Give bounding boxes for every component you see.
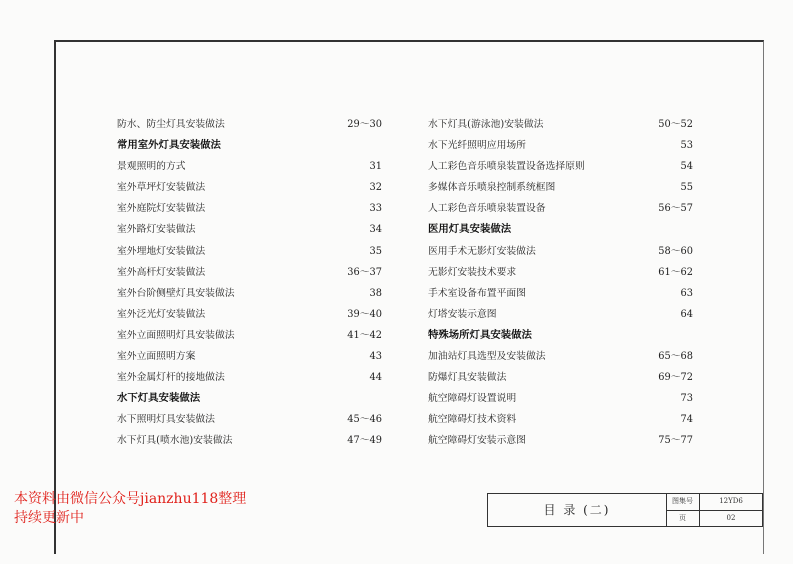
toc-entry-pages: 61～62: [658, 266, 693, 278]
toc-entry-title: 室外立面照明方案: [117, 351, 196, 363]
toc-entry-pages: 32: [369, 182, 382, 194]
toc-entry-title: 水下灯具(喷水池)安装做法: [117, 435, 233, 447]
toc-entry: [117, 241, 382, 262]
toc-heading-title: 医用灯具安装做法: [428, 223, 512, 236]
toc-entry-title: 人工彩色音乐喷泉装置设备: [428, 203, 546, 215]
toc-entry-title: 水下照明灯具安装做法: [117, 414, 215, 426]
toc-entry-pages: 38: [369, 287, 382, 299]
toc-entry: [428, 388, 693, 409]
toc-entry-title: 景观照明的方式: [117, 161, 186, 173]
toc-entry: [428, 283, 693, 304]
toc-entry: [428, 135, 693, 156]
toc-entry-pages: 53: [680, 140, 693, 152]
toc-entry-title: 水下灯具(游泳池)安装做法: [428, 119, 544, 130]
atlas-number-value: 12YD6: [700, 494, 762, 511]
toc-entry-pages: 75～77: [658, 435, 693, 447]
toc-entry-title: 室外台阶侧壁灯具安装做法: [117, 287, 235, 299]
toc-entry-title: 室外高杆灯安装做法: [117, 266, 206, 278]
toc-entry: [428, 156, 693, 177]
toc-entry-title: 防水、防尘灯具安装做法: [117, 119, 225, 130]
toc-entry-pages: 44: [369, 372, 382, 384]
toc-entry-pages: 39～40: [347, 308, 382, 320]
toc-entry: [117, 177, 382, 198]
toc-entry: [117, 430, 382, 451]
toc-section-heading: [428, 219, 693, 240]
page-label: 页: [666, 511, 700, 526]
toc-entry: [117, 156, 382, 177]
toc-entry: [428, 409, 693, 430]
toc-entry-pages: 41～42: [347, 329, 382, 341]
watermark-line-2: 持续更新中: [14, 510, 84, 526]
toc-entry-title: 室外泛光灯安装做法: [117, 308, 206, 320]
toc-entry: [428, 177, 693, 198]
toc-entry: [428, 198, 693, 219]
toc-entry: [428, 241, 693, 262]
toc-entry-pages: 35: [369, 245, 382, 257]
toc-right-column: [428, 114, 693, 452]
toc-entry-pages: 64: [680, 308, 693, 320]
toc-entry: [117, 198, 382, 219]
toc-entry-pages: 63: [680, 287, 693, 299]
toc-entry: [117, 304, 382, 325]
toc-entry: [428, 262, 693, 283]
toc-entry-title: 航空障碍灯技术资料: [428, 414, 517, 426]
watermark-text: [14, 490, 246, 528]
toc-entry-pages: 34: [369, 224, 382, 236]
toc-entry-pages: 29～30: [347, 119, 382, 130]
toc-entry-pages: 47～49: [347, 435, 382, 447]
toc-entry-pages: 65～68: [658, 351, 693, 363]
toc-section-heading: [117, 135, 382, 156]
toc-entry-title: 室外埋地灯安装做法: [117, 245, 206, 257]
toc-entry: [117, 114, 382, 135]
toc-entry-title: 航空障碍灯设置说明: [428, 393, 517, 405]
toc-entry-pages: 54: [680, 161, 693, 173]
toc-entry-title: 室外金属灯杆的接地做法: [117, 372, 225, 384]
toc-entry-pages: 58～60: [658, 245, 693, 257]
toc-entry-title: 灯塔安装示意图: [428, 308, 497, 320]
toc-entry-pages: 43: [369, 351, 382, 363]
toc-heading-title: 常用室外灯具安装做法: [117, 139, 221, 152]
toc-entry-pages: 55: [680, 182, 693, 194]
toc-entry: [117, 325, 382, 346]
title-block: [487, 493, 763, 527]
toc-entry: [117, 367, 382, 388]
toc-entry: [428, 430, 693, 451]
toc-entry: [428, 304, 693, 325]
document-title: 目 录 (二): [488, 494, 667, 526]
toc-entry-title: 手术室设备布置平面图: [428, 287, 526, 299]
toc-entry: [117, 346, 382, 367]
toc-entry-title: 室外路灯安装做法: [117, 224, 196, 236]
page-number-value: 02: [726, 514, 736, 522]
toc-entry-title: 医用手术无影灯安装做法: [428, 245, 536, 257]
toc-entry-pages: 69～72: [658, 372, 693, 384]
toc-heading-title: 水下灯具安装做法: [117, 392, 201, 405]
toc-entry-pages: 45～46: [347, 414, 382, 426]
toc-entry-pages: 73: [680, 393, 693, 405]
toc-entry: [428, 114, 693, 135]
toc-entry-title: 加油站灯具选型及安装做法: [428, 351, 546, 363]
atlas-number-label: 图集号: [666, 494, 700, 511]
toc-entry: [428, 346, 693, 367]
toc-entry-pages: 50～52: [658, 119, 693, 130]
toc-entry-pages: 36～37: [347, 266, 382, 278]
toc-entry-title: 无影灯安装技术要求: [428, 266, 517, 278]
toc-left-column: [117, 114, 382, 452]
toc-entry: [117, 283, 382, 304]
toc-entry-pages: 31: [369, 161, 382, 173]
toc-entry-title: 多媒体音乐喷泉控制系统框图: [428, 182, 556, 194]
toc-entry-title: 航空障碍灯安装示意图: [428, 435, 526, 447]
toc-entry-title: 室外立面照明灯具安装做法: [117, 329, 235, 341]
toc-entry: [428, 367, 693, 388]
toc-entry-title: 室外草坪灯安装做法: [117, 182, 206, 194]
toc-entry: [117, 219, 382, 240]
toc-entry-title: 水下光纤照明应用场所: [428, 140, 526, 152]
toc-entry-pages: 56～57: [658, 203, 693, 215]
toc-entry-pages: 33: [369, 203, 382, 215]
toc-section-heading: [428, 325, 693, 346]
toc-entry: [117, 262, 382, 283]
watermark-line-1: 本资料由微信公众号jianzhu118整理: [14, 491, 247, 507]
toc-entry-pages: 74: [680, 414, 693, 426]
toc-section-heading: [117, 388, 382, 409]
toc-heading-title: 特殊场所灯具安装做法: [428, 328, 532, 341]
toc-entry-title: 室外庭院灯安装做法: [117, 203, 206, 215]
toc-entry-title: 人工彩色音乐喷泉装置设备选择原则: [428, 161, 585, 173]
toc-entry: [117, 409, 382, 430]
toc-entry-title: 防爆灯具安装做法: [428, 372, 507, 384]
